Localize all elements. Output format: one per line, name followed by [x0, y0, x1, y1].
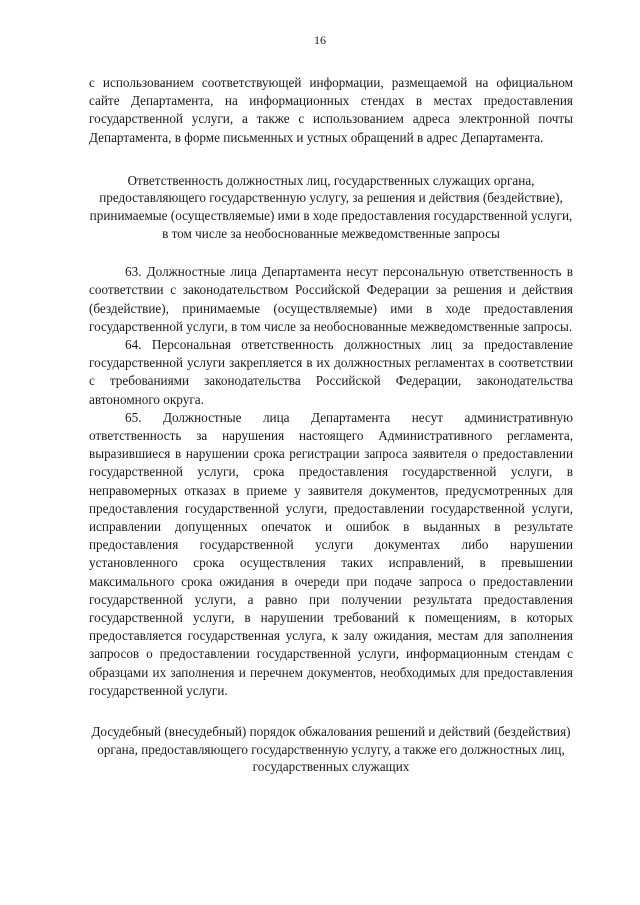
paragraph-65: 65. Должностные лица Департамента несут административную ответственность за нарушения настоящего Административного регламента, выразившиеся в нарушении срока регистрации запроса заявителя о предоставлении государственной услуги, срока предоставления государственной услуги, в неправомерных отказах в приеме у заявителя документов, предусмотренных для предоставления государственной услуги, предоставлении государственной услуги, исправлении допущенных опечаток и ошибок в выданных в результате предоставления государственной услуги документах либо нарушении установленного срока осуществления таких исправлений, в превышении максимального срока ожидания в очереди при подаче запроса о предоставлении государственной услуги, а равно при получении результата предоставления государственной услуги, в нарушении требований к помещениям, в которых предоставляется государственная услуга, к залу ожидания, местам для заполнения запросов о предоставлении государственной услуги, информационным стендам с образцами их заполнения и перечнем документов, необходимых для предоставления государственной услуги. — [89, 409, 573, 698]
page-number: 16 — [314, 33, 326, 47]
spacer — [89, 242, 573, 263]
section-heading-appeal: Досудебный (внесудебный) порядок обжалования решений и действий (бездействия) органа, предоставляющего государственную услугу, а также его должностных лиц, государственных служащих — [91, 724, 571, 775]
paragraph-64: 64. Персональная ответственность должностных лиц за предоставление государственной услуги закрепляется в их должностных регламентах в соответствии с требованиями законодательства Российской Федерации, законодательства автономного округа. — [89, 337, 573, 407]
spacer — [89, 147, 573, 172]
paragraph-intro: с использованием соответствующей информации, размещаемой на официальном сайте Департамента, на информационных стендах в местах предоставления государственной услуги, а также с использованием адреса электронной почты Департамента, в форме письменных и устных обращений в адрес Департамента. — [89, 75, 573, 145]
section-heading-responsibility: Ответственность должностных лиц, государственных служащих органа, предоставляющего государственную услугу, за решения и действия (бездействие), принимаемые (осуществляемые) ими в ходе предоставления государственной услуги, в том числе за необоснованные межведомственные запросы — [89, 172, 573, 241]
paragraph-63: 63. Должностные лица Департамента несут персональную ответственность в соответствии с законодательством Российской Федерации за решения и действия (бездействие), принимаемые (осуществляемые) ими в ходе предоставления государственной услуги, в том числе за необоснованные межведомственные запросы. — [89, 264, 573, 334]
document-body — [89, 74, 573, 776]
spacer — [89, 700, 573, 723]
